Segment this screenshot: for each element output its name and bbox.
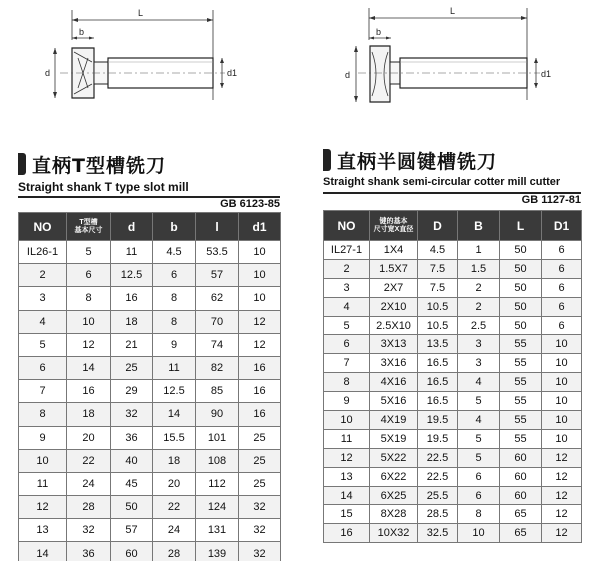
table-cell: 2.5 bbox=[458, 316, 500, 335]
table-row bbox=[324, 448, 582, 467]
header-cell: NO bbox=[19, 213, 67, 241]
table-cell: 12 bbox=[239, 333, 281, 356]
table-cell: 82 bbox=[196, 356, 239, 379]
table-cell: 8X28 bbox=[370, 505, 418, 524]
table-cell: 11 bbox=[153, 356, 196, 379]
table-cell: 15.5 bbox=[153, 426, 196, 449]
table-cell: 25 bbox=[239, 426, 281, 449]
table-cell: 6 bbox=[67, 264, 111, 287]
table-cell: 16 bbox=[239, 356, 281, 379]
table-cell: 60 bbox=[500, 486, 542, 505]
table-cell: 7.5 bbox=[418, 278, 458, 297]
table-cell: 36 bbox=[67, 542, 111, 561]
table-cell: 32 bbox=[239, 496, 281, 519]
table-cell: 32.5 bbox=[418, 524, 458, 543]
table-cell: 2X10 bbox=[370, 297, 418, 316]
right-d-label: d bbox=[345, 70, 351, 80]
table-row bbox=[19, 287, 281, 310]
table-row bbox=[324, 335, 582, 354]
header-cell: 键的基本 尺寸宽X直径 bbox=[370, 211, 418, 241]
table-cell: 32 bbox=[111, 403, 153, 426]
header-cell: d bbox=[111, 213, 153, 241]
table-cell: 5 bbox=[324, 316, 370, 335]
header-cell: NO bbox=[324, 211, 370, 241]
table-cell: 3X13 bbox=[370, 335, 418, 354]
table-cell: 85 bbox=[196, 380, 239, 403]
table-cell: 12 bbox=[19, 496, 67, 519]
table-cell: 60 bbox=[500, 448, 542, 467]
t-slot-mill-title-row bbox=[18, 150, 166, 178]
table-cell: 36 bbox=[111, 426, 153, 449]
table-cell: 65 bbox=[500, 524, 542, 543]
table-cell: 2 bbox=[458, 297, 500, 316]
table-cell: 4 bbox=[19, 310, 67, 333]
table-cell: 19.5 bbox=[418, 411, 458, 430]
cotter-mill-table bbox=[323, 210, 582, 543]
table-cell: 6 bbox=[542, 259, 582, 278]
table-cell: 6X22 bbox=[370, 467, 418, 486]
table-row bbox=[19, 333, 281, 356]
table-cell: 12.5 bbox=[153, 380, 196, 403]
table-cell: 1.5X7 bbox=[370, 259, 418, 278]
cotter-mill-subtitle: Straight shank semi-circular cotter mill cutter bbox=[323, 176, 561, 188]
table-cell: 10.5 bbox=[418, 316, 458, 335]
table-row bbox=[19, 472, 281, 495]
table-cell: 13 bbox=[324, 467, 370, 486]
table-cell: 8 bbox=[19, 403, 67, 426]
table-row bbox=[324, 354, 582, 373]
table-cell: 7 bbox=[324, 354, 370, 373]
table-row bbox=[324, 429, 582, 448]
table-cell: 11 bbox=[324, 429, 370, 448]
table-cell: 55 bbox=[500, 354, 542, 373]
header-cell: T型槽 基本尺寸 bbox=[67, 213, 111, 241]
header-cell: D1 bbox=[542, 211, 582, 241]
table-row bbox=[19, 403, 281, 426]
table-cell: 70 bbox=[196, 310, 239, 333]
table-cell: 55 bbox=[500, 429, 542, 448]
table-cell: 14 bbox=[324, 486, 370, 505]
table-row bbox=[19, 496, 281, 519]
left-d1-label: d1 bbox=[227, 68, 238, 78]
table-cell: 74 bbox=[196, 333, 239, 356]
table-cell: 50 bbox=[111, 496, 153, 519]
table-cell: 2.5X10 bbox=[370, 316, 418, 335]
table-row bbox=[324, 392, 582, 411]
left-d-label: d bbox=[45, 68, 51, 78]
table-cell: 10 bbox=[458, 524, 500, 543]
table-cell: 5X16 bbox=[370, 392, 418, 411]
table-cell: 45 bbox=[111, 472, 153, 495]
table-row bbox=[19, 449, 281, 472]
table-cell: 7 bbox=[19, 380, 67, 403]
table-cell: 10 bbox=[19, 449, 67, 472]
table-cell: 18 bbox=[153, 449, 196, 472]
table-cell: 8 bbox=[153, 287, 196, 310]
table-cell: 10.5 bbox=[418, 297, 458, 316]
table-cell: 4.5 bbox=[418, 241, 458, 260]
table-header-row bbox=[19, 213, 281, 241]
table-cell: 50 bbox=[500, 278, 542, 297]
table-row bbox=[19, 426, 281, 449]
cotter-mill-panel bbox=[323, 0, 585, 561]
table-cell: 29 bbox=[111, 380, 153, 403]
table-row bbox=[324, 278, 582, 297]
table-cell: 19.5 bbox=[418, 429, 458, 448]
header-cell: L bbox=[500, 211, 542, 241]
table-cell: 50 bbox=[500, 297, 542, 316]
table-row bbox=[324, 241, 582, 260]
table-cell: 18 bbox=[67, 403, 111, 426]
table-cell: 50 bbox=[500, 316, 542, 335]
table-cell: 6 bbox=[458, 467, 500, 486]
table-row bbox=[324, 505, 582, 524]
table-cell: 13.5 bbox=[418, 335, 458, 354]
table-cell: 6 bbox=[542, 316, 582, 335]
table-row bbox=[324, 297, 582, 316]
table-cell: 28.5 bbox=[418, 505, 458, 524]
table-cell: 4 bbox=[324, 297, 370, 316]
table-row bbox=[19, 241, 281, 264]
table-row bbox=[19, 380, 281, 403]
table-cell: 10 bbox=[239, 264, 281, 287]
table-cell: 12 bbox=[542, 505, 582, 524]
table-cell: 32 bbox=[67, 519, 111, 542]
table-cell: 6X25 bbox=[370, 486, 418, 505]
table-cell: 8 bbox=[324, 373, 370, 392]
table-cell: 9 bbox=[324, 392, 370, 411]
table-cell: 9 bbox=[153, 333, 196, 356]
table-cell: 1.5 bbox=[458, 259, 500, 278]
cotter-mill-title-row bbox=[323, 146, 497, 174]
table-cell: 6 bbox=[458, 486, 500, 505]
table-cell: 108 bbox=[196, 449, 239, 472]
left-b-label: b bbox=[79, 27, 85, 37]
table-cell: 55 bbox=[500, 335, 542, 354]
table-cell: 2 bbox=[19, 264, 67, 287]
table-cell: 10 bbox=[542, 392, 582, 411]
table-cell: 10X32 bbox=[370, 524, 418, 543]
table-cell: 16 bbox=[239, 380, 281, 403]
table-cell: 5 bbox=[458, 429, 500, 448]
table-row bbox=[324, 467, 582, 486]
table-cell: 25.5 bbox=[418, 486, 458, 505]
table-cell: 5 bbox=[458, 392, 500, 411]
table-cell: 55 bbox=[500, 392, 542, 411]
header-cell: d1 bbox=[239, 213, 281, 241]
table-cell: 55 bbox=[500, 373, 542, 392]
table-cell: 3 bbox=[458, 354, 500, 373]
table-cell: 3 bbox=[324, 278, 370, 297]
table-cell: 55 bbox=[500, 411, 542, 430]
table-cell: 20 bbox=[153, 472, 196, 495]
cotter-mill-standard: GB 1127-81 bbox=[521, 194, 581, 206]
table-cell: 7.5 bbox=[418, 259, 458, 278]
t-slot-mill-title: 直柄T型槽铣刀 bbox=[32, 154, 166, 177]
table-cell: 4.5 bbox=[153, 241, 196, 264]
table-cell: 131 bbox=[196, 519, 239, 542]
table-cell: 1X4 bbox=[370, 241, 418, 260]
table-cell: 24 bbox=[67, 472, 111, 495]
table-cell: 2X7 bbox=[370, 278, 418, 297]
table-cell: 8 bbox=[67, 287, 111, 310]
t-slot-mill-panel bbox=[18, 0, 280, 561]
table-row bbox=[324, 524, 582, 543]
table-cell: 2 bbox=[324, 259, 370, 278]
table-cell: 50 bbox=[500, 241, 542, 260]
table-cell: 11 bbox=[111, 241, 153, 264]
table-cell: 12 bbox=[542, 486, 582, 505]
table-cell: 57 bbox=[196, 264, 239, 287]
table-cell: 3 bbox=[19, 287, 67, 310]
table-cell: 90 bbox=[196, 403, 239, 426]
right-d1-label: d1 bbox=[541, 69, 552, 79]
header-cell: b bbox=[153, 213, 196, 241]
table-cell: 16 bbox=[239, 403, 281, 426]
cotter-mill-title: 直柄半圆键槽铣刀 bbox=[337, 150, 498, 173]
table-cell: 10 bbox=[542, 373, 582, 392]
table-cell: 16.5 bbox=[418, 354, 458, 373]
table-cell: 65 bbox=[500, 505, 542, 524]
table-cell: 60 bbox=[500, 467, 542, 486]
table-cell: 16 bbox=[67, 380, 111, 403]
table-cell: 10 bbox=[239, 287, 281, 310]
table-cell: 16 bbox=[111, 287, 153, 310]
table-cell: 139 bbox=[196, 542, 239, 561]
right-b-label: b bbox=[376, 27, 382, 37]
table-cell: 1 bbox=[458, 241, 500, 260]
table-cell: 6 bbox=[542, 241, 582, 260]
table-cell: 10 bbox=[239, 241, 281, 264]
table-cell: 62 bbox=[196, 287, 239, 310]
table-cell: 5X19 bbox=[370, 429, 418, 448]
table-cell: 10 bbox=[542, 335, 582, 354]
table-cell: IL27-1 bbox=[324, 241, 370, 260]
title-marker bbox=[18, 153, 26, 175]
table-row bbox=[19, 356, 281, 379]
table-header-row bbox=[324, 211, 582, 241]
table-cell: 6 bbox=[324, 335, 370, 354]
table-row bbox=[324, 486, 582, 505]
table-cell: 12 bbox=[542, 467, 582, 486]
table-cell: 12 bbox=[542, 524, 582, 543]
table-cell: 10 bbox=[542, 411, 582, 430]
table-cell: 4X16 bbox=[370, 373, 418, 392]
table-cell: 22.5 bbox=[418, 448, 458, 467]
table-cell: 60 bbox=[111, 542, 153, 561]
table-cell: 124 bbox=[196, 496, 239, 519]
table-row bbox=[324, 373, 582, 392]
t-slot-mill-table bbox=[18, 212, 281, 561]
table-cell: 32 bbox=[239, 519, 281, 542]
table-cell: 13 bbox=[19, 519, 67, 542]
table-cell: 3X16 bbox=[370, 354, 418, 373]
table-cell: 16.5 bbox=[418, 392, 458, 411]
t-slot-mill-standard: GB 6123-85 bbox=[220, 198, 280, 210]
table-cell: 4 bbox=[458, 411, 500, 430]
table-cell: 6 bbox=[542, 278, 582, 297]
table-cell: 12 bbox=[324, 448, 370, 467]
header-cell: B bbox=[458, 211, 500, 241]
table-cell: 5 bbox=[67, 241, 111, 264]
table-cell: IL26-1 bbox=[19, 241, 67, 264]
table-row bbox=[324, 259, 582, 278]
table-cell: 4 bbox=[458, 373, 500, 392]
table-cell: 112 bbox=[196, 472, 239, 495]
table-cell: 10 bbox=[542, 354, 582, 373]
table-cell: 16.5 bbox=[418, 373, 458, 392]
table-cell: 53.5 bbox=[196, 241, 239, 264]
table-cell: 15 bbox=[324, 505, 370, 524]
table-cell: 101 bbox=[196, 426, 239, 449]
table-cell: 57 bbox=[111, 519, 153, 542]
table-row bbox=[19, 542, 281, 561]
table-cell: 10 bbox=[542, 429, 582, 448]
table-cell: 14 bbox=[19, 542, 67, 561]
table-cell: 21 bbox=[111, 333, 153, 356]
table-row bbox=[19, 264, 281, 287]
table-cell: 22 bbox=[153, 496, 196, 519]
table-cell: 28 bbox=[67, 496, 111, 519]
table-cell: 11 bbox=[19, 472, 67, 495]
left-L-label: L bbox=[138, 8, 144, 18]
table-cell: 4X19 bbox=[370, 411, 418, 430]
table-row bbox=[19, 310, 281, 333]
table-cell: 14 bbox=[153, 403, 196, 426]
right-L-label: L bbox=[450, 6, 456, 16]
table-row bbox=[324, 411, 582, 430]
table-cell: 22 bbox=[67, 449, 111, 472]
table-cell: 5X22 bbox=[370, 448, 418, 467]
table-cell: 5 bbox=[19, 333, 67, 356]
table-cell: 14 bbox=[67, 356, 111, 379]
table-cell: 10 bbox=[324, 411, 370, 430]
header-cell: l bbox=[196, 213, 239, 241]
t-slot-mill-subtitle: Straight shank T type slot mill bbox=[18, 180, 189, 194]
table-cell: 20 bbox=[67, 426, 111, 449]
table-cell: 12.5 bbox=[111, 264, 153, 287]
table-cell: 25 bbox=[239, 472, 281, 495]
table-cell: 6 bbox=[542, 297, 582, 316]
table-cell: 25 bbox=[239, 449, 281, 472]
table-cell: 6 bbox=[153, 264, 196, 287]
table-cell: 2 bbox=[458, 278, 500, 297]
table-cell: 12 bbox=[239, 310, 281, 333]
table-cell: 22.5 bbox=[418, 467, 458, 486]
header-cell: D bbox=[418, 211, 458, 241]
table-row bbox=[19, 519, 281, 542]
title-marker bbox=[323, 149, 331, 171]
table-cell: 32 bbox=[239, 542, 281, 561]
table-cell: 40 bbox=[111, 449, 153, 472]
table-cell: 18 bbox=[111, 310, 153, 333]
table-cell: 24 bbox=[153, 519, 196, 542]
table-cell: 10 bbox=[67, 310, 111, 333]
table-cell: 12 bbox=[67, 333, 111, 356]
table-cell: 28 bbox=[153, 542, 196, 561]
table-cell: 8 bbox=[153, 310, 196, 333]
table-cell: 6 bbox=[19, 356, 67, 379]
table-cell: 8 bbox=[458, 505, 500, 524]
table-cell: 25 bbox=[111, 356, 153, 379]
table-cell: 3 bbox=[458, 335, 500, 354]
table-cell: 16 bbox=[324, 524, 370, 543]
table-cell: 50 bbox=[500, 259, 542, 278]
table-cell: 9 bbox=[19, 426, 67, 449]
table-cell: 5 bbox=[458, 448, 500, 467]
table-row bbox=[324, 316, 582, 335]
table-cell: 12 bbox=[542, 448, 582, 467]
